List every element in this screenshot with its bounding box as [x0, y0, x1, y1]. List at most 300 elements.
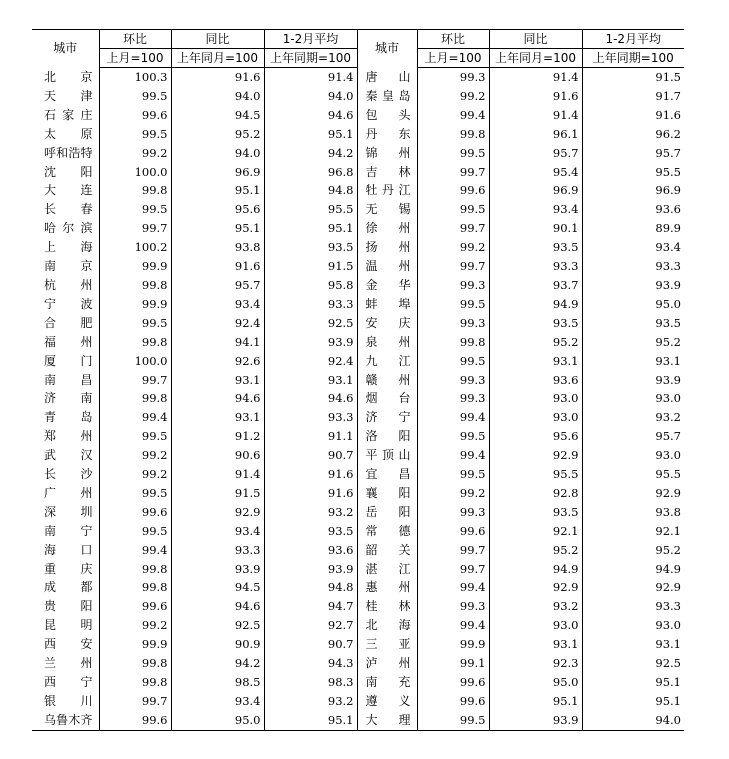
- mom-cell-right: 99.2: [417, 87, 489, 106]
- mom-cell-left: 99.9: [99, 257, 171, 276]
- avg-cell-right: 93.2: [582, 408, 684, 427]
- mom-cell-right: 99.3: [417, 389, 489, 408]
- mom-cell-right: 99.5: [417, 144, 489, 163]
- city-cell-left: 天津: [44, 88, 93, 103]
- table-row: [32, 465, 684, 484]
- avg-cell-right: 93.9: [582, 371, 684, 390]
- yoy-cell-left: 92.4: [171, 314, 264, 333]
- city-cell-left: 长春: [44, 202, 93, 217]
- mom-cell-left: 99.8: [99, 673, 171, 692]
- yoy-base-left: 上年同月=100: [171, 49, 264, 68]
- mom-cell-right: 99.4: [417, 106, 489, 125]
- city-cell-left: 青岛: [44, 410, 93, 425]
- table-row: [32, 125, 684, 144]
- city-cell-right: 洛阳: [357, 427, 417, 446]
- yoy-cell-right: 95.4: [489, 163, 582, 182]
- yoy-cell-left: 94.2: [171, 654, 264, 673]
- mom-cell-left: 99.5: [99, 427, 171, 446]
- yoy-cell-right: 93.9: [489, 711, 582, 730]
- avg-cell-left: 93.9: [264, 333, 357, 352]
- mom-cell-left: 99.6: [99, 597, 171, 616]
- city-cell-right: 平顶山: [357, 446, 417, 465]
- avg-cell-right: 96.2: [582, 125, 684, 144]
- mom-cell-right: 99.7: [417, 541, 489, 560]
- yoy-cell-right: 92.9: [489, 578, 582, 597]
- table-row: [32, 560, 684, 579]
- avg-cell-left: 96.8: [264, 163, 357, 182]
- yoy-cell-left: 95.7: [171, 276, 264, 295]
- city-cell-left: 福州: [44, 334, 93, 349]
- avg-cell-left: 93.2: [264, 692, 357, 711]
- mom-cell-left: 99.5: [99, 484, 171, 503]
- table-row: [32, 257, 684, 276]
- yoy-cell-right: 93.7: [489, 276, 582, 295]
- yoy-cell-left: 94.5: [171, 106, 264, 125]
- mom-cell-left: 99.8: [99, 276, 171, 295]
- mom-cell-right: 99.8: [417, 333, 489, 352]
- avg-cell-right: 95.2: [582, 333, 684, 352]
- mom-cell-left: 100.3: [99, 68, 171, 87]
- avg-cell-left: 94.8: [264, 578, 357, 597]
- yoy-cell-right: 93.0: [489, 389, 582, 408]
- city-cell-right: 包头: [357, 106, 417, 125]
- mom-cell-right: 99.3: [417, 371, 489, 390]
- city-cell-left: 沈阳: [44, 164, 93, 179]
- city-header-right: 城市: [357, 30, 417, 68]
- avg-cell-left: 93.9: [264, 560, 357, 579]
- table-row: [32, 635, 684, 654]
- yoy-cell-right: 91.4: [489, 68, 582, 87]
- avg-cell-left: 91.5: [264, 257, 357, 276]
- city-cell-left: 上海: [44, 240, 93, 255]
- avg-cell-right: 92.9: [582, 484, 684, 503]
- avg-cell-right: 95.1: [582, 692, 684, 711]
- avg-cell-right: 91.7: [582, 87, 684, 106]
- mom-cell-right: 99.6: [417, 692, 489, 711]
- yoy-cell-left: 91.6: [171, 68, 264, 87]
- city-cell-right: 徐州: [357, 219, 417, 238]
- city-cell-left: 南昌: [44, 372, 93, 387]
- city-cell-right: 牡丹江: [357, 181, 417, 200]
- mom-cell-right: 99.6: [417, 181, 489, 200]
- yoy-cell-right: 93.1: [489, 352, 582, 371]
- yoy-cell-left: 93.4: [171, 522, 264, 541]
- city-cell-left: 宁波: [44, 296, 93, 311]
- yoy-cell-right: 95.2: [489, 333, 582, 352]
- yoy-cell-left: 95.0: [171, 711, 264, 730]
- city-cell-right: 三亚: [357, 635, 417, 654]
- mom-base-right: 上月=100: [417, 49, 489, 68]
- yoy-cell-right: 93.5: [489, 314, 582, 333]
- avg-cell-left: 92.4: [264, 352, 357, 371]
- avg-cell-left: 95.1: [264, 711, 357, 730]
- avg-cell-right: 91.5: [582, 68, 684, 87]
- table-row: [32, 87, 684, 106]
- table-row: [32, 522, 684, 541]
- yoy-cell-left: 98.5: [171, 673, 264, 692]
- yoy-cell-left: 91.4: [171, 465, 264, 484]
- avg-cell-right: 95.7: [582, 144, 684, 163]
- city-cell-left: 杭州: [44, 277, 93, 292]
- table-row: [32, 446, 684, 465]
- table-row: [32, 314, 684, 333]
- mom-cell-left: 99.8: [99, 333, 171, 352]
- table-body: [32, 68, 684, 731]
- mom-cell-left: 99.2: [99, 446, 171, 465]
- avg-cell-right: 94.0: [582, 711, 684, 730]
- avg-header-left: 1-2月平均: [264, 30, 357, 49]
- mom-cell-left: 99.8: [99, 389, 171, 408]
- avg-cell-left: 93.2: [264, 503, 357, 522]
- city-cell-right: 惠州: [357, 578, 417, 597]
- yoy-cell-right: 95.0: [489, 673, 582, 692]
- yoy-cell-left: 92.6: [171, 352, 264, 371]
- avg-cell-right: 93.3: [582, 257, 684, 276]
- avg-header-right: 1-2月平均: [582, 30, 684, 49]
- city-cell-left: 昆明: [44, 618, 93, 633]
- mom-cell-left: 99.9: [99, 635, 171, 654]
- mom-cell-right: 99.4: [417, 578, 489, 597]
- yoy-cell-right: 95.6: [489, 427, 582, 446]
- mom-cell-left: 99.7: [99, 219, 171, 238]
- table-row: [32, 371, 684, 390]
- mom-cell-left: 99.5: [99, 522, 171, 541]
- avg-cell-right: 95.7: [582, 427, 684, 446]
- avg-cell-left: 93.5: [264, 238, 357, 257]
- avg-cell-right: 94.9: [582, 560, 684, 579]
- table-row: [32, 389, 684, 408]
- avg-cell-left: 95.5: [264, 200, 357, 219]
- mom-cell-left: 99.6: [99, 503, 171, 522]
- yoy-cell-right: 93.6: [489, 371, 582, 390]
- yoy-cell-left: 95.1: [171, 181, 264, 200]
- city-header-left: 城市: [32, 30, 99, 68]
- mom-cell-left: 99.8: [99, 654, 171, 673]
- mom-cell-right: 99.7: [417, 560, 489, 579]
- city-cell-right: 扬州: [357, 238, 417, 257]
- city-cell-right: 桂林: [357, 597, 417, 616]
- mom-base-left: 上月=100: [99, 49, 171, 68]
- city-cell-right: 北海: [357, 616, 417, 635]
- city-cell-left: 深圳: [44, 504, 93, 519]
- city-cell-right: 丹东: [357, 125, 417, 144]
- yoy-cell-left: 96.9: [171, 163, 264, 182]
- table-row: [32, 238, 684, 257]
- mom-cell-right: 99.3: [417, 503, 489, 522]
- city-cell-right: 韶关: [357, 541, 417, 560]
- avg-cell-left: 91.1: [264, 427, 357, 446]
- mom-cell-right: 99.2: [417, 238, 489, 257]
- mom-cell-left: 99.2: [99, 465, 171, 484]
- mom-cell-left: 100.0: [99, 163, 171, 182]
- yoy-header-right: 同比: [489, 30, 582, 49]
- avg-cell-right: 93.8: [582, 503, 684, 522]
- mom-cell-right: 99.2: [417, 484, 489, 503]
- city-cell-right: 唐山: [357, 68, 417, 87]
- yoy-cell-right: 95.2: [489, 541, 582, 560]
- yoy-cell-left: 94.0: [171, 144, 264, 163]
- yoy-cell-left: 95.1: [171, 219, 264, 238]
- yoy-cell-left: 94.6: [171, 389, 264, 408]
- yoy-cell-left: 93.4: [171, 295, 264, 314]
- yoy-cell-left: 90.6: [171, 446, 264, 465]
- city-cell-left: 石家庄: [44, 107, 93, 122]
- city-cell-right: 无锡: [357, 200, 417, 219]
- avg-cell-right: 95.5: [582, 163, 684, 182]
- yoy-cell-right: 96.1: [489, 125, 582, 144]
- mom-cell-right: 99.5: [417, 427, 489, 446]
- mom-cell-right: 99.3: [417, 314, 489, 333]
- city-cell-left: 重庆: [44, 561, 93, 576]
- yoy-cell-left: 93.1: [171, 408, 264, 427]
- mom-cell-right: 99.8: [417, 125, 489, 144]
- city-cell-left: 成都: [44, 580, 93, 595]
- table-row: [32, 597, 684, 616]
- yoy-cell-right: 93.0: [489, 408, 582, 427]
- yoy-cell-right: 92.9: [489, 446, 582, 465]
- mom-cell-right: 99.4: [417, 446, 489, 465]
- table-row: [32, 352, 684, 371]
- table-row: [32, 427, 684, 446]
- mom-cell-right: 99.9: [417, 635, 489, 654]
- yoy-cell-right: 92.1: [489, 522, 582, 541]
- mom-cell-left: 99.6: [99, 106, 171, 125]
- yoy-cell-left: 93.9: [171, 560, 264, 579]
- yoy-cell-right: 91.6: [489, 87, 582, 106]
- city-cell-right: 安庆: [357, 314, 417, 333]
- city-cell-right: 烟台: [357, 389, 417, 408]
- mom-cell-left: 99.7: [99, 692, 171, 711]
- city-cell-right: 蚌埠: [357, 295, 417, 314]
- avg-cell-left: 94.8: [264, 181, 357, 200]
- yoy-cell-left: 94.5: [171, 578, 264, 597]
- city-cell-right: 遵义: [357, 692, 417, 711]
- avg-cell-left: 92.7: [264, 616, 357, 635]
- city-cell-left: 武汉: [44, 448, 93, 463]
- mom-cell-right: 99.3: [417, 276, 489, 295]
- mom-cell-left: 99.8: [99, 181, 171, 200]
- avg-cell-right: 95.0: [582, 295, 684, 314]
- table-row: [32, 711, 684, 730]
- city-cell-left: 郑州: [44, 429, 93, 444]
- city-cell-right: 大理: [357, 711, 417, 730]
- mom-cell-right: 99.3: [417, 68, 489, 87]
- city-cell-left: 广州: [44, 485, 93, 500]
- table-row: [32, 181, 684, 200]
- table-row: [32, 654, 684, 673]
- mom-cell-right: 99.5: [417, 295, 489, 314]
- yoy-cell-right: 92.3: [489, 654, 582, 673]
- mom-cell-right: 99.5: [417, 200, 489, 219]
- table-row: [32, 106, 684, 125]
- price-index-table: [32, 29, 684, 731]
- city-cell-left: 合肥: [44, 315, 93, 330]
- yoy-cell-right: 93.4: [489, 200, 582, 219]
- avg-cell-left: 90.7: [264, 635, 357, 654]
- city-cell-right: 九江: [357, 352, 417, 371]
- table-row: [32, 578, 684, 597]
- city-cell-left: 大连: [44, 183, 93, 198]
- avg-cell-left: 94.6: [264, 106, 357, 125]
- city-cell-left: 长沙: [44, 467, 93, 482]
- city-cell-left: 海口: [44, 542, 93, 557]
- table-row: [32, 276, 684, 295]
- mom-cell-right: 99.7: [417, 163, 489, 182]
- yoy-cell-right: 96.9: [489, 181, 582, 200]
- avg-cell-left: 98.3: [264, 673, 357, 692]
- yoy-cell-right: 95.7: [489, 144, 582, 163]
- city-cell-right: 泸州: [357, 654, 417, 673]
- city-cell-right: 温州: [357, 257, 417, 276]
- city-cell-left: 乌鲁木齐: [32, 711, 99, 730]
- mom-cell-left: 99.6: [99, 711, 171, 730]
- avg-cell-left: 94.7: [264, 597, 357, 616]
- mom-cell-right: 99.6: [417, 522, 489, 541]
- avg-cell-left: 95.1: [264, 125, 357, 144]
- avg-cell-right: 93.3: [582, 597, 684, 616]
- table-row: [32, 163, 684, 182]
- mom-cell-right: 99.5: [417, 711, 489, 730]
- table-row: [32, 541, 684, 560]
- table-row: [32, 673, 684, 692]
- mom-cell-right: 99.4: [417, 408, 489, 427]
- mom-cell-left: 100.2: [99, 238, 171, 257]
- avg-cell-right: 93.6: [582, 200, 684, 219]
- yoy-cell-left: 92.9: [171, 503, 264, 522]
- yoy-cell-left: 93.4: [171, 692, 264, 711]
- city-cell-left: 北京: [44, 69, 93, 84]
- mom-cell-left: 99.5: [99, 314, 171, 333]
- mom-cell-right: 99.4: [417, 616, 489, 635]
- city-cell-left: 南宁: [44, 523, 93, 538]
- mom-cell-right: 99.6: [417, 673, 489, 692]
- avg-cell-left: 94.3: [264, 654, 357, 673]
- city-cell-left: 太原: [44, 126, 93, 141]
- yoy-cell-left: 93.3: [171, 541, 264, 560]
- yoy-cell-left: 93.1: [171, 371, 264, 390]
- avg-base-right: 上年同期=100: [582, 49, 684, 68]
- mom-cell-right: 99.7: [417, 219, 489, 238]
- avg-cell-right: 91.6: [582, 106, 684, 125]
- city-cell-right: 金华: [357, 276, 417, 295]
- yoy-cell-left: 90.9: [171, 635, 264, 654]
- table-row: [32, 200, 684, 219]
- table-row: [32, 219, 684, 238]
- table-row: [32, 295, 684, 314]
- yoy-cell-right: 94.9: [489, 560, 582, 579]
- table-row: [32, 484, 684, 503]
- city-cell-right: 南充: [357, 673, 417, 692]
- table-row: [32, 144, 684, 163]
- yoy-cell-right: 93.5: [489, 503, 582, 522]
- mom-cell-left: 99.4: [99, 541, 171, 560]
- avg-cell-left: 90.7: [264, 446, 357, 465]
- yoy-cell-right: 95.5: [489, 465, 582, 484]
- city-cell-right: 湛江: [357, 560, 417, 579]
- mom-cell-left: 100.0: [99, 352, 171, 371]
- mom-cell-left: 99.4: [99, 408, 171, 427]
- city-cell-right: 济宁: [357, 408, 417, 427]
- yoy-cell-right: 95.1: [489, 692, 582, 711]
- city-cell-right: 襄阳: [357, 484, 417, 503]
- avg-cell-right: 92.9: [582, 578, 684, 597]
- yoy-cell-right: 90.1: [489, 219, 582, 238]
- mom-cell-left: 99.2: [99, 616, 171, 635]
- yoy-cell-right: 92.8: [489, 484, 582, 503]
- mom-cell-right: 99.5: [417, 465, 489, 484]
- yoy-cell-right: 93.0: [489, 616, 582, 635]
- avg-cell-left: 95.1: [264, 219, 357, 238]
- yoy-cell-left: 95.2: [171, 125, 264, 144]
- city-cell-left: 厦门: [44, 353, 93, 368]
- city-cell-left: 哈尔滨: [44, 221, 93, 236]
- mom-cell-right: 99.1: [417, 654, 489, 673]
- avg-cell-right: 93.9: [582, 276, 684, 295]
- city-cell-right: 吉林: [357, 163, 417, 182]
- avg-cell-right: 93.4: [582, 238, 684, 257]
- avg-cell-left: 91.4: [264, 68, 357, 87]
- yoy-cell-right: 93.5: [489, 238, 582, 257]
- avg-cell-right: 93.5: [582, 314, 684, 333]
- avg-cell-right: 89.9: [582, 219, 684, 238]
- avg-cell-left: 91.6: [264, 484, 357, 503]
- avg-cell-left: 91.6: [264, 465, 357, 484]
- avg-cell-left: 93.6: [264, 541, 357, 560]
- city-cell-right: 常德: [357, 522, 417, 541]
- city-cell-right: 秦皇岛: [357, 87, 417, 106]
- avg-cell-left: 92.5: [264, 314, 357, 333]
- mom-header-right: 环比: [417, 30, 489, 49]
- mom-cell-left: 99.8: [99, 560, 171, 579]
- avg-cell-right: 96.9: [582, 181, 684, 200]
- avg-cell-left: 95.8: [264, 276, 357, 295]
- avg-cell-left: 94.6: [264, 389, 357, 408]
- mom-cell-left: 99.5: [99, 200, 171, 219]
- avg-cell-right: 93.0: [582, 616, 684, 635]
- mom-cell-left: 99.8: [99, 578, 171, 597]
- yoy-cell-left: 94.6: [171, 597, 264, 616]
- yoy-cell-left: 91.6: [171, 257, 264, 276]
- table-row: [32, 408, 684, 427]
- table-row: [32, 333, 684, 352]
- yoy-cell-left: 91.2: [171, 427, 264, 446]
- city-cell-left: 银川: [44, 693, 93, 708]
- yoy-cell-left: 93.8: [171, 238, 264, 257]
- avg-cell-right: 92.1: [582, 522, 684, 541]
- city-cell-right: 赣州: [357, 371, 417, 390]
- city-cell-left: 南京: [44, 259, 93, 274]
- avg-cell-left: 93.3: [264, 295, 357, 314]
- city-cell-right: 岳阳: [357, 503, 417, 522]
- avg-cell-right: 93.0: [582, 446, 684, 465]
- avg-cell-right: 93.1: [582, 352, 684, 371]
- avg-base-left: 上年同期=100: [264, 49, 357, 68]
- table-row: [32, 68, 684, 87]
- avg-cell-right: 93.1: [582, 635, 684, 654]
- mom-cell-right: 99.7: [417, 257, 489, 276]
- city-cell-left: 西宁: [44, 675, 93, 689]
- mom-cell-right: 99.5: [417, 352, 489, 371]
- avg-cell-right: 93.0: [582, 389, 684, 408]
- avg-cell-left: 93.1: [264, 371, 357, 390]
- avg-cell-left: 94.2: [264, 144, 357, 163]
- yoy-cell-right: 93.1: [489, 635, 582, 654]
- yoy-cell-left: 92.5: [171, 616, 264, 635]
- yoy-cell-left: 91.5: [171, 484, 264, 503]
- yoy-cell-right: 93.2: [489, 597, 582, 616]
- mom-cell-left: 99.7: [99, 371, 171, 390]
- yoy-base-right: 上年同月=100: [489, 49, 582, 68]
